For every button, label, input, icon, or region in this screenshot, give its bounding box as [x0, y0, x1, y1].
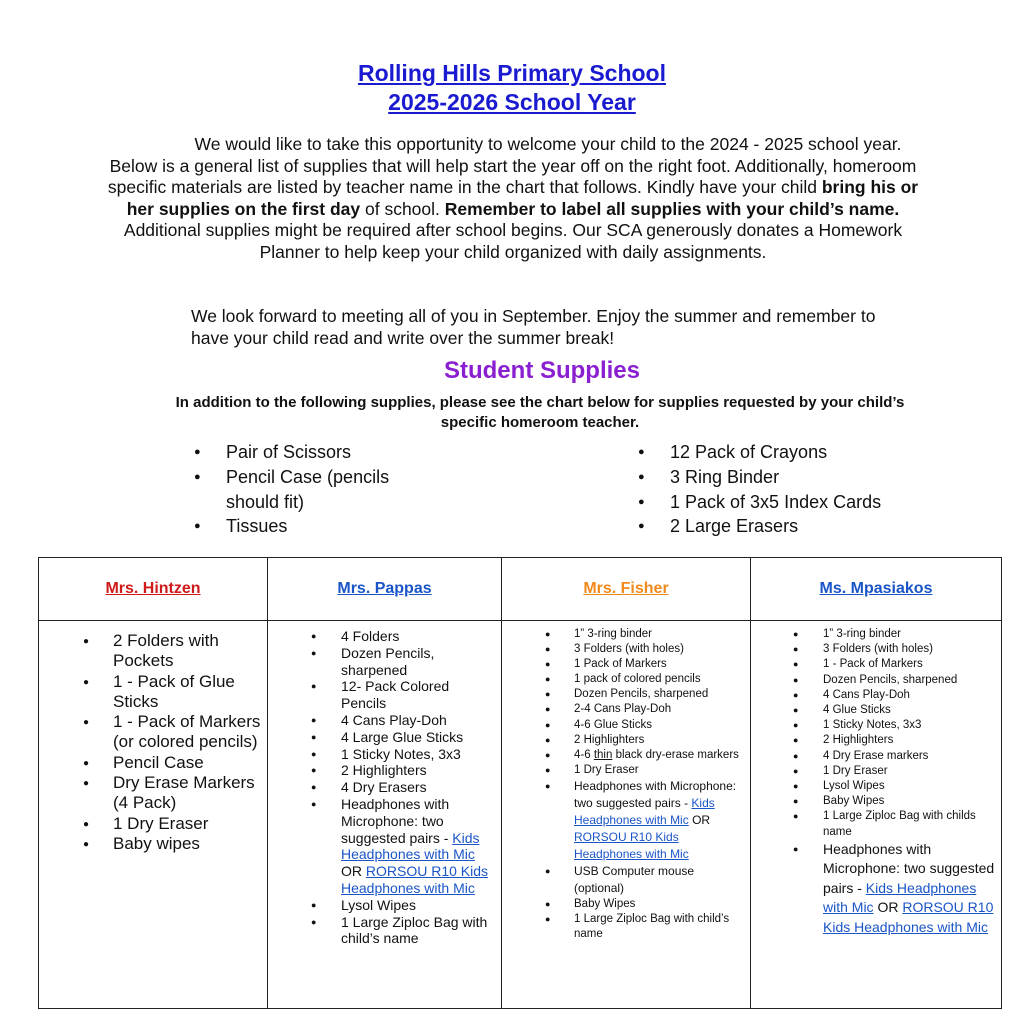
general-supplies-right [638, 440, 958, 539]
intro-text-3: Additional supplies might be required after school begins. Our SCA generously donates a Homework Planner to help keep your child organized with daily assignments. [123, 220, 903, 262]
mpasiakos-cell [751, 621, 1002, 1009]
list-item-headphones [574, 778, 744, 863]
list-item: ● 2 Folders with Pockets [113, 631, 261, 672]
list-item: ● Dozen Pencils, sharpened [341, 645, 495, 679]
teacher-header-hintzen: Mrs. Hintzen [39, 558, 268, 621]
intro-bold-1: bring his or her supplies on the first day [126, 177, 919, 219]
dry-erase-text-a: 4-6 [574, 748, 594, 761]
list-item: ● 1 Large Ziploc Bag with child’s name [341, 914, 495, 948]
list-item: ● 1 Pack of Markers [574, 657, 744, 672]
list-item: ● 4 Glue Sticks [823, 703, 995, 718]
welcome-paragraph [100, 134, 926, 263]
or-text: OR [873, 899, 903, 916]
rorsou-headphones-link[interactable]: RORSOU R10 Kids Headphones with Mic [823, 899, 994, 935]
headphones-text: Headphones with Microphone: two suggested pairs - [823, 840, 995, 896]
kids-headphones-link[interactable]: Kids Headphones with Mic [341, 829, 480, 863]
list-item: ● 12 Pack of Crayons [638, 440, 958, 465]
list-item: ● Pencil Case (pencils should fit) [194, 465, 434, 515]
list-item: ● 12- Pack Colored Pencils [341, 678, 495, 712]
list-item-headphones [823, 840, 995, 938]
rorsou-headphones-link[interactable]: RORSOU R10 Kids Headphones with Mic [574, 829, 689, 861]
list-item: ● 1” 3-ring binder [823, 627, 995, 642]
list-item: ● 4 Cans Play-Doh [823, 688, 995, 703]
list-item: ● 1 Sticky Notes, 3x3 [823, 718, 995, 733]
list-item: ● 1 Sticky Notes, 3x3 [341, 746, 495, 763]
list-item: ● 2 Highlighters [823, 733, 995, 748]
mpasiakos-list [751, 621, 1001, 937]
general-supplies-left [194, 440, 434, 539]
headphones-text: Headphones with Microphone: two suggested pairs - [341, 795, 453, 846]
list-item: ● 2-4 Cans Play-Doh [574, 702, 744, 717]
teacher-header-pappas: Mrs. Pappas [268, 558, 502, 621]
list-item: ● Lysol Wipes [823, 779, 995, 794]
list-item: ● 1 Dry Eraser [574, 763, 744, 778]
list-item: ● 1 Pack of 3x5 Index Cards [638, 490, 958, 515]
pappas-list [268, 621, 501, 947]
list-item: ● 1 Dry Eraser [823, 764, 995, 779]
list-item: ● Lysol Wipes [341, 897, 495, 914]
headphones-text: Headphones with Microphone: two suggested pairs - [574, 778, 737, 810]
table-header-row [39, 558, 1002, 621]
teacher-header-fisher: Mrs. Fisher [502, 558, 751, 621]
hintzen-cell [39, 621, 268, 1009]
list-item: ● USB Computer mouse (optional) [574, 863, 744, 897]
student-supplies-heading: Student Supplies [443, 357, 640, 384]
list-item: ● Dozen Pencils, sharpened [823, 673, 995, 688]
list-item: ● Dozen Pencils, sharpened [574, 687, 744, 702]
supplies-note: In addition to the following supplies, please see the chart below for supplies requested by your child’s specific homeroom teacher. [175, 394, 905, 431]
list-item: ● 1 Large Ziploc Bag with childs name [823, 809, 995, 839]
school-name-title: Rolling Hills Primary School [357, 60, 666, 86]
kids-headphones-link[interactable]: Kids Headphones with Mic [823, 879, 977, 916]
list-item: ● 3 Ring Binder [638, 465, 958, 490]
pappas-cell [268, 621, 502, 1009]
or-text: OR [341, 863, 366, 880]
list-item: ● 2 Highlighters [341, 762, 495, 779]
list-item: ● 2 Large Erasers [638, 514, 958, 539]
list-item: ● 4 Folders [341, 628, 495, 645]
list-item-dry-erase [574, 748, 744, 763]
dry-erase-text-b: black dry-erase markers [612, 748, 739, 761]
list-item: ● 1 - Pack of Markers (or colored pencils) [113, 712, 261, 753]
list-item: ● Baby Wipes [823, 794, 995, 809]
homeroom-supplies-table [38, 557, 1002, 1009]
hintzen-list [39, 621, 267, 854]
list-item-headphones [341, 796, 495, 897]
list-item: ● 1 - Pack of Markers [823, 657, 995, 672]
list-item: ● 4 Cans Play-Doh [341, 712, 495, 729]
table-row [39, 621, 1002, 1009]
dry-erase-thin: thin [593, 748, 613, 761]
list-item: ● 2 Highlighters [574, 733, 744, 748]
list-item: ● Baby Wipes [574, 897, 744, 912]
or-text: OR [688, 812, 711, 827]
list-item: ● 4-6 Glue Sticks [574, 718, 744, 733]
list-item: ● Pair of Scissors [194, 440, 434, 465]
fisher-cell [502, 621, 751, 1009]
list-item: ● 1 Dry Eraser [113, 814, 261, 834]
list-item: ● Pencil Case [113, 753, 261, 773]
fisher-list [502, 621, 750, 942]
list-item: ● 4 Large Glue Sticks [341, 729, 495, 746]
kids-headphones-link[interactable]: Kids Headphones with Mic [574, 795, 715, 827]
school-year-title: 2025-2026 School Year [388, 89, 636, 115]
closing-paragraph: We look forward to meeting all of you in September. Enjoy the summer and remember to have your child read and write over the summer break! [191, 306, 876, 348]
intro-text-2: of school. [360, 198, 445, 219]
list-item: ● 3 Folders (with holes) [823, 642, 995, 657]
list-item: ● 1 pack of colored pencils [574, 672, 744, 687]
rorsou-headphones-link[interactable]: RORSOU R10 Kids Headphones with Mic [341, 863, 489, 896]
intro-text-1: We would like to take this opportunity to welcome your child to the 2024 - 2025 school year. Below is a general list of supplies that will help start the year off on the right foot. Additionally, homeroom specific materials are listed by teacher name in the chart that follows. Kindly have your child [107, 134, 917, 197]
list-item: ● Dry Erase Markers (4 Pack) [113, 773, 261, 814]
list-item: ● 1 - Pack of Glue Sticks [113, 672, 261, 713]
intro-bold-2: Remember to label all supplies with your child’s name. [444, 198, 900, 219]
list-item: ● 4 Dry Erase markers [823, 749, 995, 764]
list-item: ● 1 Large Ziploc Bag with child’s name [574, 912, 744, 942]
list-item: ● 3 Folders (with holes) [574, 642, 744, 657]
list-item: ● Tissues [194, 514, 434, 539]
teacher-header-mpasiakos: Ms. Mpasiakos [751, 558, 1002, 621]
list-item: ● 1” 3-ring binder [574, 627, 744, 642]
list-item: ● Baby wipes [113, 834, 261, 854]
list-item: ● 4 Dry Erasers [341, 779, 495, 796]
